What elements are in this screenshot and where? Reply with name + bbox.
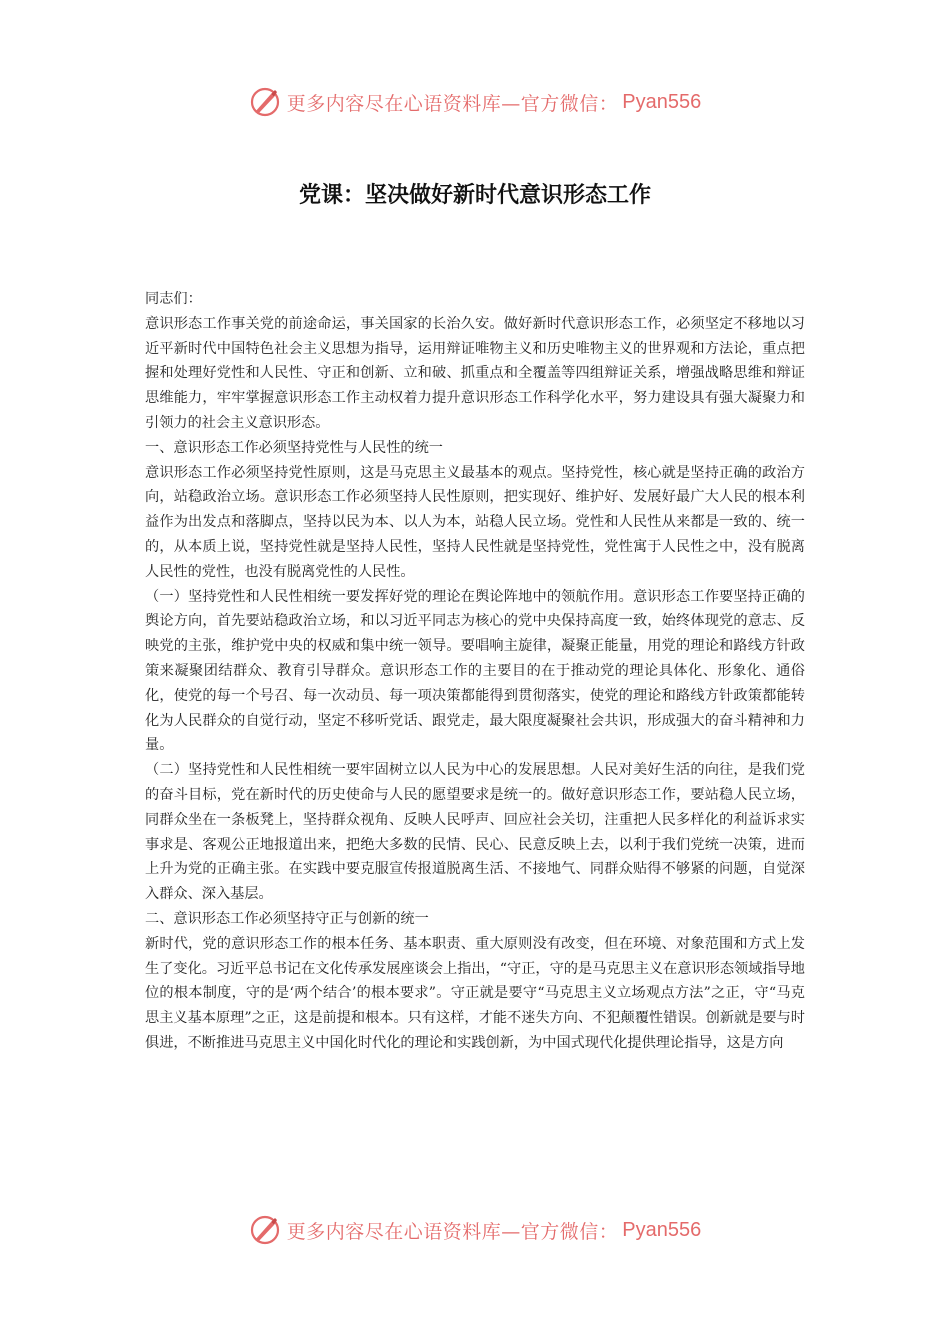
body-paragraph: 意识形态工作事关党的前途命运，事关国家的长治久安。做好新时代意识形态工作，必须坚定不移地以习近平新时代中国特色社会主义思想为指导，运用辩证唯物主义和历史唯物主义的世界观和方法论，重点把握和处理好党性和人民性、守正和创新、立和破、抓重点和全覆盖等四组辩证关系，增强战略思维和辩证思维能力，牢牢掌握意识形态工作主动权着力提升意识形态工作科学化水平，努力建设具有强大凝聚力和引领力的社会主义意识形态。 (145, 315, 805, 431)
watermark-header (0, 82, 950, 122)
body-paragraph: 新时代，党的意识形态工作的根本任务、基本职责、重大原则没有改变，但在环境、对象范围和方式上发生了变化。习近平总书记在文化传承发展座谈会上指出，“守正，守的是马克思主义在意识形态领域指导地位的根本制度，守的是‘两个结合’的根本要求”。守正就是要守“马克思主义立场观点方法”之正，守“马克思主义基本原理”之正，这是前提和根本。只有这样，才能不迷失方向、不犯颠覆性错误。创新就是要与时俱进，不断推进马克思主义中国化时代化的理论和实践创新，为中国式现代化提供理论指导，这是方向 (145, 935, 805, 1051)
pen-logo-icon (249, 86, 281, 118)
body-paragraph: 意识形态工作必须坚持党性原则，这是马克思主义最基本的观点。坚持党性，核心就是坚持正确的政治方向，站稳政治立场。意识形态工作必须坚持人民性原则，把实现好、维护好、发展好最广大人民的根本利益作为出发点和落脚点，坚持以民为本、以人为本，站稳人民立场。党性和人民性从来都是一致的、统一的，从本质上说，坚持党性就是坚持人民性，坚持人民性就是坚持党性，党性寓于人民性之中，没有脱离人民性的党性，也没有脱离党性的人民性。 (145, 464, 805, 580)
salutation: 同志们： (145, 291, 202, 307)
document-body (145, 287, 805, 1056)
document-title: 党课：坚决做好新时代意识形态工作 (298, 183, 651, 208)
watermark-wechat-id: Pyan556 (622, 90, 702, 113)
pen-logo-icon (249, 1214, 281, 1246)
watermark-text: 更多内容尽在心语资料库—官方微信： (286, 92, 619, 115)
watermark-wechat-id: Pyan556 (622, 1218, 702, 1241)
section-heading: 一、意识形态工作必须坚持党性与人民性的统一 (145, 439, 443, 456)
watermark-text: 更多内容尽在心语资料库—官方微信： (286, 1220, 619, 1243)
body-paragraph: （二）坚持党性和人民性相统一要牢固树立以人民为中心的发展思想。人民对美好生活的向往，是我们党的奋斗目标，党在新时代的历史使命与人民的愿望要求是统一的。做好意识形态工作，要站稳人民立场，同群众坐在一条板凳上，坚持群众视角、反映人民呼声、回应社会关切，注重把人民多样化的利益诉求实事求是、客观公正地报道出来，把绝大多数的民情、民心、民意反映上去，以利于我们党统一决策，进而上升为党的正确主张。在实践中要克服宣传报道脱离生活、不接地气、同群众贴得不够紧的问题，自觉深入群众、深入基层。 (145, 762, 805, 903)
section-heading: 二、意识形态工作必须坚持守正与创新的统一 (145, 910, 429, 927)
watermark-footer (0, 1210, 950, 1250)
body-paragraph: （一）坚持党性和人民性相统一要发挥好党的理论在舆论阵地中的领航作用。意识形态工作要坚持正确的舆论方向，首先要站稳政治立场，和以习近平同志为核心的党中央保持高度一致，始终体现党的意志、反映党的主张，维护党中央的权威和集中统一领导。要唱响主旋律，凝聚正能量，用党的理论和路线方针政策来凝聚团结群众、教育引导群众。意识形态工作的主要目的在于推动党的理论具体化、形象化、通俗化，使党的每一个号召、每一次动员、每一项决策都能得到贯彻落实，使党的理论和路线方针政策都能转化为人民群众的自觉行动，坚定不移听党话、跟党走，最大限度凝聚社会共识，形成强大的奋斗精神和力量。 (145, 588, 805, 754)
